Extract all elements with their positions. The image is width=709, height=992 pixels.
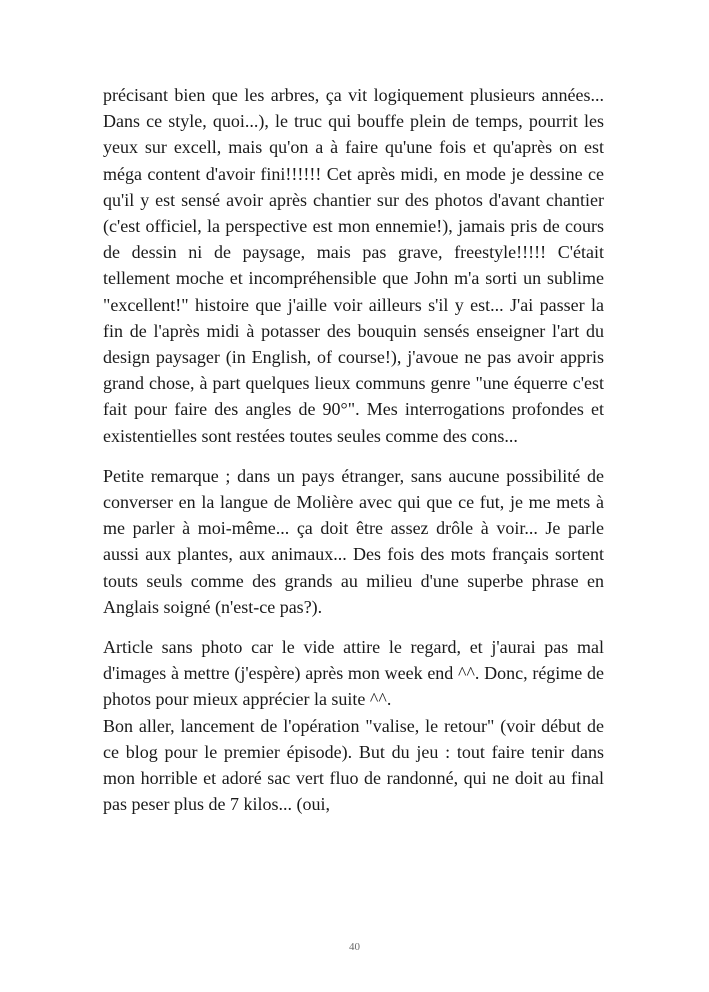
paragraph-2: Petite remarque ; dans un pays étranger, sans aucune possibilité de converser en la langue de Molière avec qui que ce fut, je me mets à me parler à moi-même... ça doit être assez drôle à voir... Je parle aussi aux plantes, aux animaux... Des fois des mots français sortent touts seuls comme des grands au milieu d'une superbe phrase en Anglais soigné (n'est-ce pas?). [103, 465, 604, 617]
paragraph-1: précisant bien que les arbres, ça vit logiquement plusieurs années... Dans ce style, quoi...), le truc qui bouffe plein de temps, pourrit les yeux sur excell, mais qu'on a à faire qu'une fois et qu'après on est méga content d'avoir fini!!!!!! Cet après midi, en mode je dessine ce qu'il y est sensé avoir après chantier sur des photos d'avant chantier (c'est officiel, la perspective est mon ennemie!), jamais pris de cours de dessin ni de paysage, mais pas grave, freestyle!!!!! C'était tellement moche et incompréhensible que John m'a sorti un sublime "excellent!" histoire que j'aille voir ailleurs s'il y est... J'ai passer la fin de l'après midi à potasser des bouquin sensés enseigner l'art du design paysager (in English, of course!), j'avoue ne pas avoir appris grand chose, à part quelques lieux communs genre "une équerre c'est fait pour faire des angles de 90°". Mes interrogations profondes et existentielles sont restées toutes seules comme des cons... [103, 85, 604, 446]
paragraph-3: Article sans photo car le vide attire le regard, et j'aurai pas mal d'images à mettre (j'espère) après mon week end ^^. Donc, régime de photos pour mieux apprécier la suite ^^. [103, 637, 604, 710]
paragraph-4: Bon aller, lancement de l'opération "valise, le retour" (voir début de ce blog pour le premier épisode). But du jeu : tout faire tenir dans mon horrible et adoré sac vert fluo de randonné, qui ne doit au final pas peser plus de 7 kilos... (oui, [103, 715, 604, 815]
body-text [103, 82, 604, 817]
page-number: 40 [349, 941, 360, 953]
